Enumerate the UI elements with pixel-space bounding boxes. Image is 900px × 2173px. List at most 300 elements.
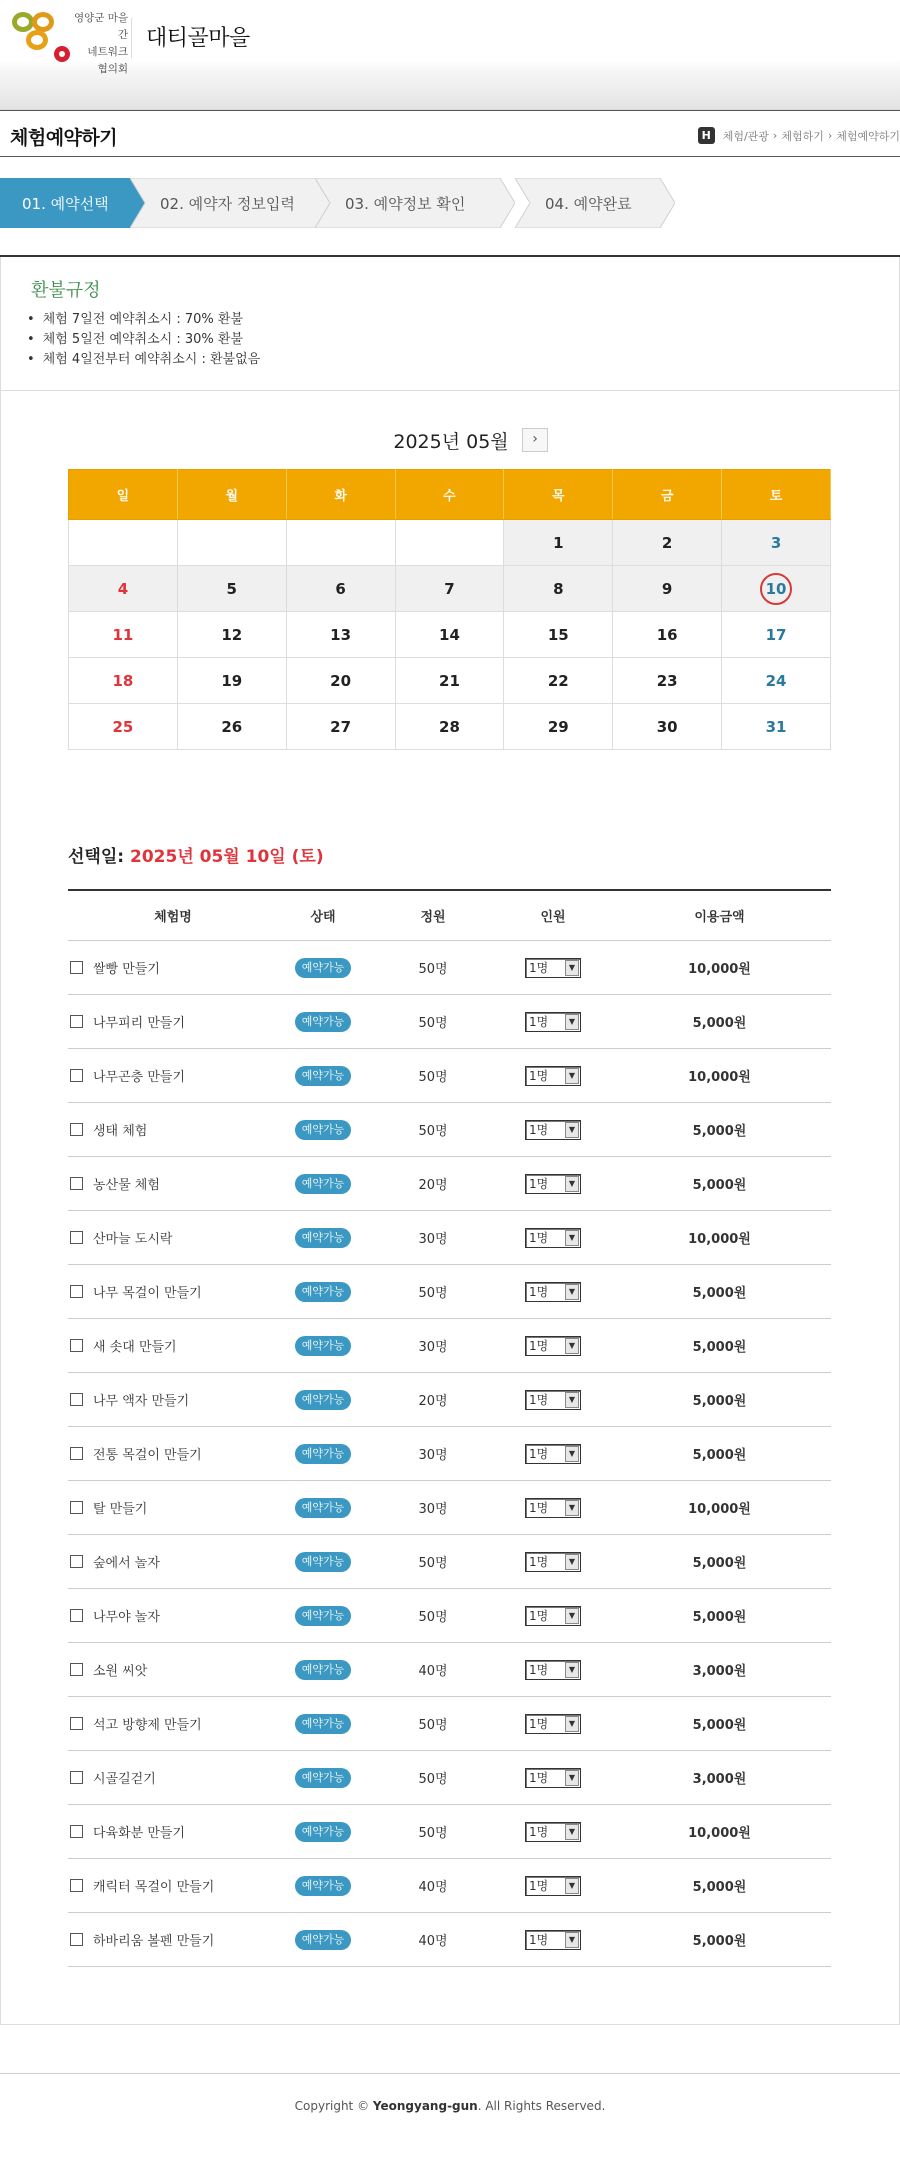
dropdown-arrow-icon: ▼ [565, 1554, 579, 1570]
status-badge: 예약가능 [295, 1174, 352, 1194]
program-checkbox[interactable] [70, 1933, 83, 1946]
program-name: 산마늘 도시락 [93, 1232, 173, 1247]
status-cell [278, 1606, 368, 1626]
header-people: 인원 [540, 910, 566, 925]
program-checkbox[interactable] [70, 1825, 83, 1838]
calendar-day[interactable]: 12 [177, 612, 286, 658]
selected-date-line [68, 842, 324, 867]
table-row [68, 995, 831, 1049]
calendar-week [69, 566, 831, 612]
price-cell: 5,000원 [692, 1448, 747, 1463]
status-cell [278, 1012, 368, 1032]
site-header [0, 0, 900, 110]
status-badge: 예약가능 [295, 1498, 352, 1518]
people-select[interactable] [525, 1930, 581, 1950]
program-name: 생태 체험 [93, 1124, 148, 1139]
program-checkbox[interactable] [70, 1879, 83, 1892]
people-cell [498, 1282, 608, 1302]
weekday-header: 일 [69, 470, 178, 520]
price-cell: 5,000원 [692, 1610, 747, 1625]
people-select[interactable] [525, 1768, 581, 1788]
copyright-prefix: Copyright © [294, 2099, 370, 2113]
step-label: 01. 예약선택 [22, 194, 109, 213]
status-cell [278, 1336, 368, 1356]
calendar-day[interactable]: 27 [286, 704, 395, 750]
people-select-value: 1명 [529, 1771, 549, 1785]
status-cell [278, 1768, 368, 1788]
step-4 [515, 178, 675, 228]
chevron-right-icon: › [772, 129, 778, 142]
program-checkbox[interactable] [70, 1231, 83, 1244]
calendar-day[interactable]: 2 [613, 520, 722, 566]
refund-item: • 체험 4일전부터 예약취소시 : 환불없음 [39, 350, 260, 370]
header-price: 이용금액 [694, 910, 745, 925]
price-cell: 5,000원 [692, 1880, 747, 1895]
logo-text-line: 네트워크 [87, 46, 128, 58]
step-label: 04. 예약완료 [545, 194, 632, 213]
status-cell [278, 1876, 368, 1896]
status-badge: 예약가능 [295, 1552, 352, 1572]
capacity-cell: 20명 [418, 1394, 448, 1409]
program-checkbox[interactable] [70, 1501, 83, 1514]
table-row [68, 1373, 831, 1427]
people-cell [498, 1876, 608, 1896]
status-cell [278, 1444, 368, 1464]
program-name-cell [68, 1174, 278, 1193]
program-name-cell [68, 1012, 278, 1031]
price-cell: 10,000원 [688, 1232, 751, 1247]
price-cell: 5,000원 [692, 1934, 747, 1949]
dropdown-arrow-icon: ▼ [565, 1230, 579, 1246]
program-checkbox[interactable] [70, 1555, 83, 1568]
calendar [68, 469, 831, 750]
price-cell: 5,000원 [692, 1124, 747, 1139]
calendar-day[interactable]: 28 [395, 704, 504, 750]
table-row [68, 1319, 831, 1373]
program-checkbox[interactable] [70, 1015, 83, 1028]
capacity-cell: 50명 [418, 1826, 448, 1841]
calendar-day[interactable]: 31 [722, 704, 831, 750]
calendar-day[interactable]: 17 [722, 612, 831, 658]
program-name-cell [68, 1066, 278, 1085]
people-cell [498, 1606, 608, 1626]
people-select[interactable] [525, 958, 581, 978]
program-name: 시골길걷기 [93, 1772, 156, 1787]
program-name: 소원 씨앗 [93, 1664, 148, 1679]
table-row [68, 1211, 831, 1265]
chevron-right-icon: › [532, 431, 538, 447]
calendar-day[interactable]: 8 [504, 566, 613, 612]
program-name: 다육화분 만들기 [93, 1826, 186, 1841]
program-name: 탈 만들기 [93, 1502, 148, 1517]
calendar-day[interactable]: 14 [395, 612, 504, 658]
table-row [68, 1157, 831, 1211]
dropdown-arrow-icon: ▼ [565, 1662, 579, 1678]
chevron-right-icon: › [827, 129, 833, 142]
price-cell: 5,000원 [692, 1286, 747, 1301]
price-cell: 5,000원 [692, 1394, 747, 1409]
brand-divider [131, 18, 132, 58]
calendar-empty-cell [177, 520, 286, 566]
dropdown-arrow-icon: ▼ [565, 1392, 579, 1408]
program-name-cell [68, 1444, 278, 1463]
calendar-day[interactable]: 18 [69, 658, 178, 704]
next-month-button[interactable] [522, 428, 548, 452]
calendar-day[interactable]: 22 [504, 658, 613, 704]
capacity-cell: 50명 [418, 1610, 448, 1625]
calendar-day[interactable]: 13 [286, 612, 395, 658]
program-name-cell [68, 958, 278, 977]
status-cell [278, 1228, 368, 1248]
calendar-week [69, 658, 831, 704]
status-cell [278, 1282, 368, 1302]
program-name: 농산물 체험 [93, 1178, 160, 1193]
status-cell [278, 1120, 368, 1140]
people-cell [498, 1660, 608, 1680]
program-name-cell [68, 1822, 278, 1841]
program-name: 전통 목걸이 만들기 [93, 1448, 202, 1463]
program-name-cell [68, 1714, 278, 1733]
program-name: 석고 방향제 만들기 [93, 1718, 202, 1733]
people-cell [498, 1120, 608, 1140]
table-row [68, 1049, 831, 1103]
calendar-day[interactable]: 9 [613, 566, 722, 612]
refund-item: • 체험 5일전 예약취소시 : 30% 환불 [39, 330, 260, 350]
table-row [68, 1751, 831, 1805]
people-select[interactable] [525, 1120, 581, 1140]
program-name-cell [68, 1606, 278, 1625]
people-select-value: 1명 [529, 1717, 549, 1731]
people-select-value: 1명 [529, 1123, 549, 1137]
logo-text-line: 영양군 마을 간 [73, 12, 128, 41]
people-select[interactable] [525, 1822, 581, 1842]
people-cell [498, 1066, 608, 1086]
weekday-header: 토 [722, 470, 831, 520]
capacity-cell: 50명 [418, 1718, 448, 1733]
calendar-day[interactable]: 15 [504, 612, 613, 658]
program-name-cell [68, 1390, 278, 1409]
program-name-cell [68, 1120, 278, 1139]
price-cell: 5,000원 [692, 1340, 747, 1355]
people-select-value: 1명 [529, 1069, 549, 1083]
calendar-day[interactable]: 21 [395, 658, 504, 704]
people-cell [498, 1444, 608, 1464]
program-checkbox[interactable] [70, 1393, 83, 1406]
people-select[interactable] [525, 1282, 581, 1302]
calendar-week [69, 612, 831, 658]
step-label: 03. 예약정보 확인 [345, 194, 466, 213]
table-row [68, 1535, 831, 1589]
people-select[interactable] [525, 1012, 581, 1032]
capacity-cell: 50명 [418, 962, 448, 977]
program-name-cell [68, 1228, 278, 1247]
people-select-value: 1명 [529, 961, 549, 975]
people-select-value: 1명 [529, 1393, 549, 1407]
people-select-value: 1명 [529, 1339, 549, 1353]
status-badge: 예약가능 [295, 1606, 352, 1626]
people-select-value: 1명 [529, 1231, 549, 1245]
dropdown-arrow-icon: ▼ [565, 1014, 579, 1030]
people-cell [498, 1498, 608, 1518]
capacity-cell: 50명 [418, 1070, 448, 1085]
people-select[interactable] [525, 1660, 581, 1680]
capacity-cell: 40명 [418, 1934, 448, 1949]
capacity-cell: 50명 [418, 1772, 448, 1787]
people-cell [498, 1336, 608, 1356]
people-select-value: 1명 [529, 1825, 549, 1839]
copyright-owner: Yeongyang-gun [372, 2099, 478, 2113]
status-badge: 예약가능 [295, 958, 352, 978]
table-row [68, 1103, 831, 1157]
calendar-day[interactable] [722, 566, 831, 612]
status-badge: 예약가능 [295, 1714, 352, 1734]
calendar-empty-cell [286, 520, 395, 566]
people-cell [498, 1714, 608, 1734]
page-title: 체험예약하기 [10, 127, 118, 149]
status-cell [278, 1066, 368, 1086]
people-select[interactable] [525, 1066, 581, 1086]
program-checkbox[interactable] [70, 1123, 83, 1136]
table-row [68, 1265, 831, 1319]
dropdown-arrow-icon: ▼ [565, 1608, 579, 1624]
price-cell: 5,000원 [692, 1178, 747, 1193]
calendar-day[interactable]: 16 [613, 612, 722, 658]
capacity-cell: 50명 [418, 1556, 448, 1571]
program-name-cell [68, 1498, 278, 1517]
people-select[interactable] [525, 1444, 581, 1464]
village-name[interactable]: 대티골마을 [146, 26, 250, 51]
calendar-day[interactable]: 23 [613, 658, 722, 704]
calendar-day[interactable]: 4 [69, 566, 178, 612]
calendar-day[interactable]: 1 [504, 520, 613, 566]
status-badge: 예약가능 [295, 1930, 352, 1950]
price-cell: 10,000원 [688, 1070, 751, 1085]
capacity-cell: 50명 [418, 1016, 448, 1031]
step-label: 02. 예약자 정보입력 [160, 194, 295, 213]
people-select-value: 1명 [529, 1933, 549, 1947]
status-badge: 예약가능 [295, 1228, 352, 1248]
dropdown-arrow-icon: ▼ [565, 1338, 579, 1354]
program-checkbox[interactable] [70, 1663, 83, 1676]
price-cell: 10,000원 [688, 1502, 751, 1517]
program-checkbox[interactable] [70, 1285, 83, 1298]
people-select[interactable] [525, 1390, 581, 1410]
price-cell: 5,000원 [692, 1718, 747, 1733]
reservation-steps [0, 178, 900, 228]
section-divider [1, 390, 899, 391]
status-cell [278, 1660, 368, 1680]
price-cell: 3,000원 [692, 1772, 747, 1787]
breadcrumb [698, 127, 900, 144]
people-select-value: 1명 [529, 1447, 549, 1461]
people-select-value: 1명 [529, 1015, 549, 1029]
table-row [68, 1427, 831, 1481]
calendar-day[interactable]: 5 [177, 566, 286, 612]
calendar-day[interactable]: 6 [286, 566, 395, 612]
price-cell: 10,000원 [688, 1826, 751, 1841]
calendar-empty-cell [395, 520, 504, 566]
capacity-cell: 50명 [418, 1286, 448, 1301]
program-name: 새 솟대 만들기 [93, 1340, 177, 1355]
program-checkbox[interactable] [70, 961, 83, 974]
program-checkbox[interactable] [70, 1069, 83, 1082]
program-name-cell [68, 1660, 278, 1679]
table-row [68, 941, 831, 995]
price-cell: 5,000원 [692, 1016, 747, 1031]
copyright [0, 2099, 900, 2113]
status-badge: 예약가능 [295, 1768, 352, 1788]
capacity-cell: 50명 [418, 1124, 448, 1139]
table-row [68, 1697, 831, 1751]
program-checkbox[interactable] [70, 1717, 83, 1730]
refund-list [39, 310, 260, 370]
people-select-value: 1명 [529, 1663, 549, 1677]
table-row [68, 1481, 831, 1535]
title-bar [0, 110, 900, 157]
people-cell [498, 1930, 608, 1950]
status-badge: 예약가능 [295, 1822, 352, 1842]
program-checkbox[interactable] [70, 1447, 83, 1460]
program-name-cell [68, 1768, 278, 1787]
dropdown-arrow-icon: ▼ [565, 960, 579, 976]
weekday-header: 월 [177, 470, 286, 520]
status-badge: 예약가능 [295, 1660, 352, 1680]
step-1-active [0, 178, 145, 228]
capacity-cell: 20명 [418, 1178, 448, 1193]
status-badge: 예약가능 [295, 1876, 352, 1896]
people-select-value: 1명 [529, 1285, 549, 1299]
breadcrumb-item[interactable]: 체험하기 [781, 129, 824, 143]
status-cell [278, 1822, 368, 1842]
logo[interactable] [10, 8, 130, 75]
calendar-day[interactable]: 19 [177, 658, 286, 704]
capacity-cell: 30명 [418, 1340, 448, 1355]
weekday-header: 수 [395, 470, 504, 520]
people-cell [498, 1768, 608, 1788]
status-badge: 예약가능 [295, 1066, 352, 1086]
step-2 [130, 178, 330, 228]
program-name: 나무 액자 만들기 [93, 1394, 190, 1409]
step-3 [315, 178, 515, 228]
people-cell [498, 1228, 608, 1248]
selected-date: 2025년 05월 10일 (토) [130, 847, 324, 867]
capacity-cell: 30명 [418, 1502, 448, 1517]
dropdown-arrow-icon: ▼ [565, 1068, 579, 1084]
people-select-value: 1명 [529, 1555, 549, 1569]
program-name: 나무야 놀자 [93, 1610, 160, 1625]
calendar-week [69, 520, 831, 566]
status-cell [278, 1552, 368, 1572]
people-cell [498, 1822, 608, 1842]
people-select[interactable] [525, 1876, 581, 1896]
calendar-day[interactable]: 29 [504, 704, 613, 750]
people-cell [498, 1012, 608, 1032]
people-cell [498, 1552, 608, 1572]
status-cell [278, 958, 368, 978]
people-select[interactable] [525, 1606, 581, 1626]
calendar-day[interactable]: 3 [722, 520, 831, 566]
status-badge: 예약가능 [295, 1282, 352, 1302]
selected-label: 선택일: [68, 847, 125, 867]
weekday-header: 금 [613, 470, 722, 520]
calendar-day[interactable]: 20 [286, 658, 395, 704]
program-checkbox[interactable] [70, 1771, 83, 1784]
calendar-day[interactable]: 26 [177, 704, 286, 750]
calendar-empty-cell [69, 520, 178, 566]
breadcrumb-item[interactable]: 체험예약하기 [836, 129, 900, 143]
copyright-suffix: . All Rights Reserved. [477, 2099, 606, 2113]
calendar-day[interactable]: 7 [395, 566, 504, 612]
price-cell: 10,000원 [688, 962, 751, 977]
status-badge: 예약가능 [295, 1336, 352, 1356]
people-select[interactable] [525, 1228, 581, 1248]
capacity-cell: 30명 [418, 1448, 448, 1463]
table-row [68, 1859, 831, 1913]
home-icon[interactable]: H [698, 127, 715, 144]
dropdown-arrow-icon: ▼ [565, 1824, 579, 1840]
month-label: 2025년 05월 [393, 431, 509, 453]
status-badge: 예약가능 [295, 1120, 352, 1140]
breadcrumb-item[interactable]: 체험/관광 [722, 129, 769, 143]
program-checkbox[interactable] [70, 1339, 83, 1352]
table-row [68, 1913, 831, 1967]
calendar-header [1, 427, 900, 454]
weekday-header: 화 [286, 470, 395, 520]
calendar-day[interactable]: 30 [613, 704, 722, 750]
program-name: 나무 목걸이 만들기 [93, 1286, 202, 1301]
content-box [0, 257, 900, 2025]
footer-divider [0, 2073, 900, 2074]
people-select[interactable] [525, 1498, 581, 1518]
program-checkbox[interactable] [70, 1609, 83, 1622]
program-name: 나무피리 만들기 [93, 1016, 186, 1031]
people-select[interactable] [525, 1552, 581, 1572]
weekday-header: 목 [504, 470, 613, 520]
dropdown-arrow-icon: ▼ [565, 1500, 579, 1516]
program-name-cell [68, 1876, 278, 1895]
calendar-day[interactable]: 11 [69, 612, 178, 658]
calendar-week [69, 704, 831, 750]
capacity-cell: 40명 [418, 1664, 448, 1679]
calendar-day[interactable]: 24 [722, 658, 831, 704]
header-status: 상태 [310, 910, 336, 925]
people-select[interactable] [525, 1174, 581, 1194]
people-cell [498, 1174, 608, 1194]
status-cell [278, 1174, 368, 1194]
price-cell: 3,000원 [692, 1664, 747, 1679]
people-select[interactable] [525, 1336, 581, 1356]
people-select-value: 1명 [529, 1177, 549, 1191]
capacity-cell: 30명 [418, 1232, 448, 1247]
dropdown-arrow-icon: ▼ [565, 1716, 579, 1732]
refund-title: 환불규정 [31, 280, 101, 301]
selected-day-marker: 10 [760, 573, 792, 605]
logo-text-line: 협의회 [97, 63, 128, 75]
program-name-cell [68, 1282, 278, 1301]
people-select[interactable] [525, 1714, 581, 1734]
program-checkbox[interactable] [70, 1177, 83, 1190]
people-cell [498, 958, 608, 978]
header-name: 체험명 [154, 910, 192, 925]
status-cell [278, 1390, 368, 1410]
program-name: 캐릭터 목걸이 만들기 [93, 1880, 215, 1895]
status-badge: 예약가능 [295, 1012, 352, 1032]
program-name-cell [68, 1552, 278, 1571]
calendar-day[interactable]: 25 [69, 704, 178, 750]
status-cell [278, 1714, 368, 1734]
program-name: 쌀빵 만들기 [93, 962, 160, 977]
refund-item: • 체험 7일전 예약취소시 : 70% 환불 [39, 310, 260, 330]
